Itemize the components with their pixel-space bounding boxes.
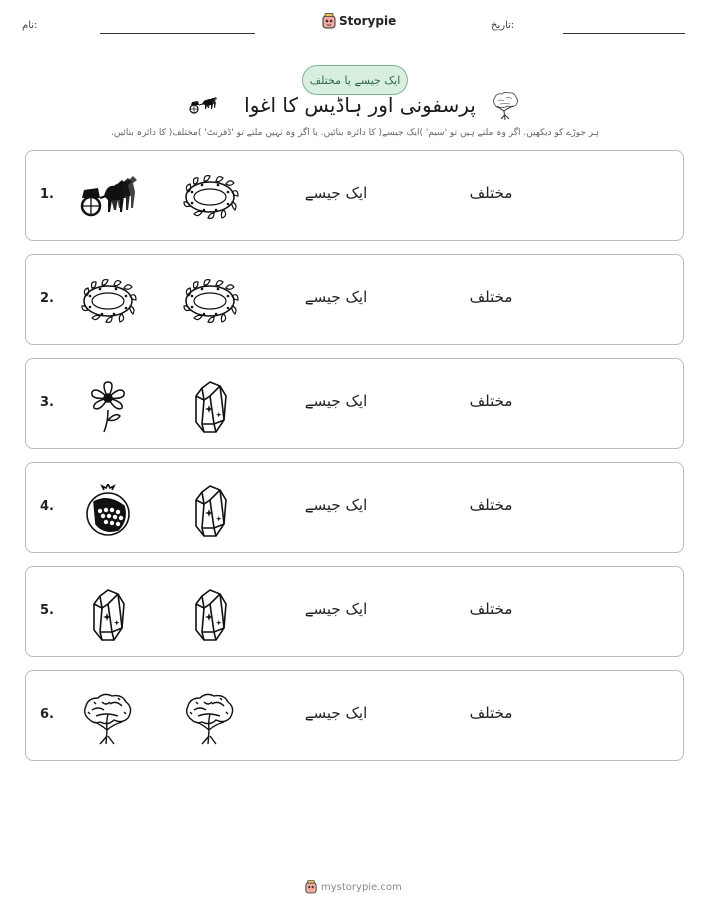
storypie-mascot-icon <box>322 13 336 29</box>
different-option[interactable]: مختلف <box>469 392 513 410</box>
pair-row <box>25 566 684 657</box>
flower-icon <box>78 380 138 430</box>
instructions: ہر جوڑے کو دیکھیں. اگر وہ ملتے ہیں تو 'سیم' )ایک جیسے( کا دائرہ بنائیں. یا اگر وہ نہیں ملتے تو 'ڈفرنٹ' )مختلف( کا دائرہ بنائیں. <box>110 128 600 138</box>
different-option[interactable]: مختلف <box>469 184 513 202</box>
different-option[interactable]: مختلف <box>469 288 513 306</box>
different-option[interactable]: مختلف <box>469 600 513 618</box>
same-option[interactable]: ایک جیسے <box>304 704 368 722</box>
row-number: 6. <box>40 707 54 722</box>
pair-row <box>25 462 684 553</box>
pomegranate-icon <box>78 484 138 534</box>
date-line[interactable] <box>563 33 685 34</box>
different-option[interactable]: مختلف <box>469 496 513 514</box>
brand-logo <box>322 13 396 29</box>
wreath-icon <box>180 172 240 222</box>
chariot-icon <box>186 94 220 114</box>
name-line[interactable] <box>100 33 255 34</box>
chariot-icon <box>78 172 138 222</box>
pair-row <box>25 150 684 241</box>
different-option[interactable]: مختلف <box>469 704 513 722</box>
crystal-icon <box>180 380 240 430</box>
crystal-icon <box>180 588 240 638</box>
pair-row <box>25 254 684 345</box>
tree-icon <box>180 692 240 742</box>
crystal-icon <box>180 484 240 534</box>
pair-row <box>25 670 684 761</box>
same-option[interactable]: ایک جیسے <box>304 600 368 618</box>
name-label: نام: <box>22 20 38 31</box>
same-option[interactable]: ایک جیسے <box>304 288 368 306</box>
row-number: 5. <box>40 603 54 618</box>
row-number: 3. <box>40 395 54 410</box>
footer <box>305 880 402 894</box>
same-option[interactable]: ایک جیسے <box>304 496 368 514</box>
brand-name: Storypie <box>339 14 397 28</box>
crystal-icon <box>78 588 138 638</box>
pair-row <box>25 358 684 449</box>
footer-url[interactable]: mystorypie.com <box>321 881 402 893</box>
row-number: 1. <box>40 187 54 202</box>
wreath-icon <box>78 276 138 326</box>
page-title: پرسفونی اور ہاڈیس کا اغوا <box>244 93 476 117</box>
worksheet-type-badge: ایک جیسے یا مختلف <box>302 65 408 95</box>
tree-icon <box>490 90 520 122</box>
same-option[interactable]: ایک جیسے <box>304 392 368 410</box>
title-row <box>0 90 709 126</box>
wreath-icon <box>180 276 240 326</box>
date-label: تاریخ: <box>491 20 515 31</box>
row-number: 2. <box>40 291 54 306</box>
row-number: 4. <box>40 499 54 514</box>
storypie-mascot-icon <box>305 880 317 894</box>
tree-icon <box>78 692 138 742</box>
same-option[interactable]: ایک جیسے <box>304 184 368 202</box>
